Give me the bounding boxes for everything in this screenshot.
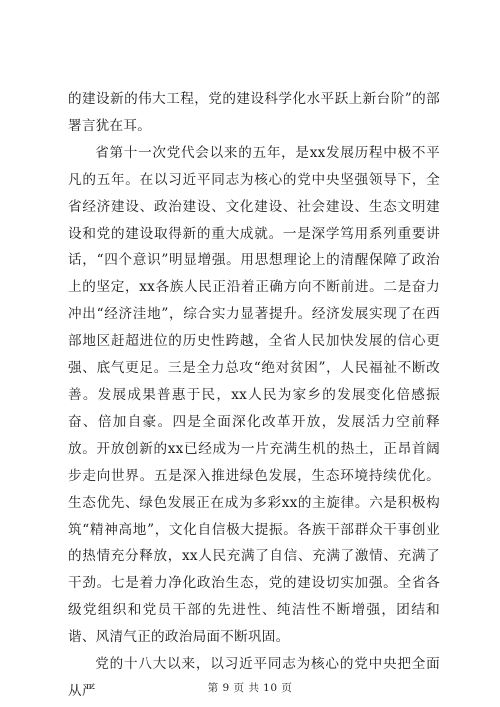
paragraph-continuation: 的建设新的伟大工程，党的建设科学化水平跃上新台阶”的部署言犹在耳。: [68, 91, 440, 134]
page-number-footer: 第 9 页 共 10 页: [207, 682, 293, 694]
paragraph-five-years-review: 省第十一次党代会以来的五年，是xx发展历程中极不平凡的五年。在以习近平同志为核心的党中央坚强领导下，全省经济建设、政治建设、文化建设、社会建设、生态文明建设和党的建设取得新的重大成就。一是深学笃用系列重要讲话，“四个意识”明显增强。用思想理论上的清醒保障了政治上的坚定，xx各族人民正沿着正确方向不断前进。二是奋力冲出“经济洼地”，综合实力显著提升。经济发展实现了在西部地区赶超进位的历史性跨越，全省人民加快发展的信心更强、底气更足。三是全力总攻“绝对贫困”，人民福祉不断改善。发展成果普惠于民，xx人民为家乡的发展变化倍感振奋、倍加自豪。四是全面深化改革开放，发展活力空前释放。开放创新的xx已经成为一片充满生机的热土，正昂首阔步走向世界。五是深入推进绿色发展，生态环境持续优化。生态优先、绿色发展正在成为多彩xx的主旋律。六是积极构筑“精神高地”，文化自信极大提振。各族干部群众干事创业的热情充分释放，xx人民充满了自信、充满了激情、充满了干劲。七是着力净化政治生态，党的建设切实加强。全省各级党组织和党员干部的先进性、纯洁性不断增强，团结和谐、风清气正的政治局面不断巩固。: [68, 144, 440, 646]
document-body: [68, 86, 440, 705]
paragraph-eighteenth-congress: 党的十八大以来，以习近平同志为核心的党中央把全面从严: [68, 656, 440, 699]
